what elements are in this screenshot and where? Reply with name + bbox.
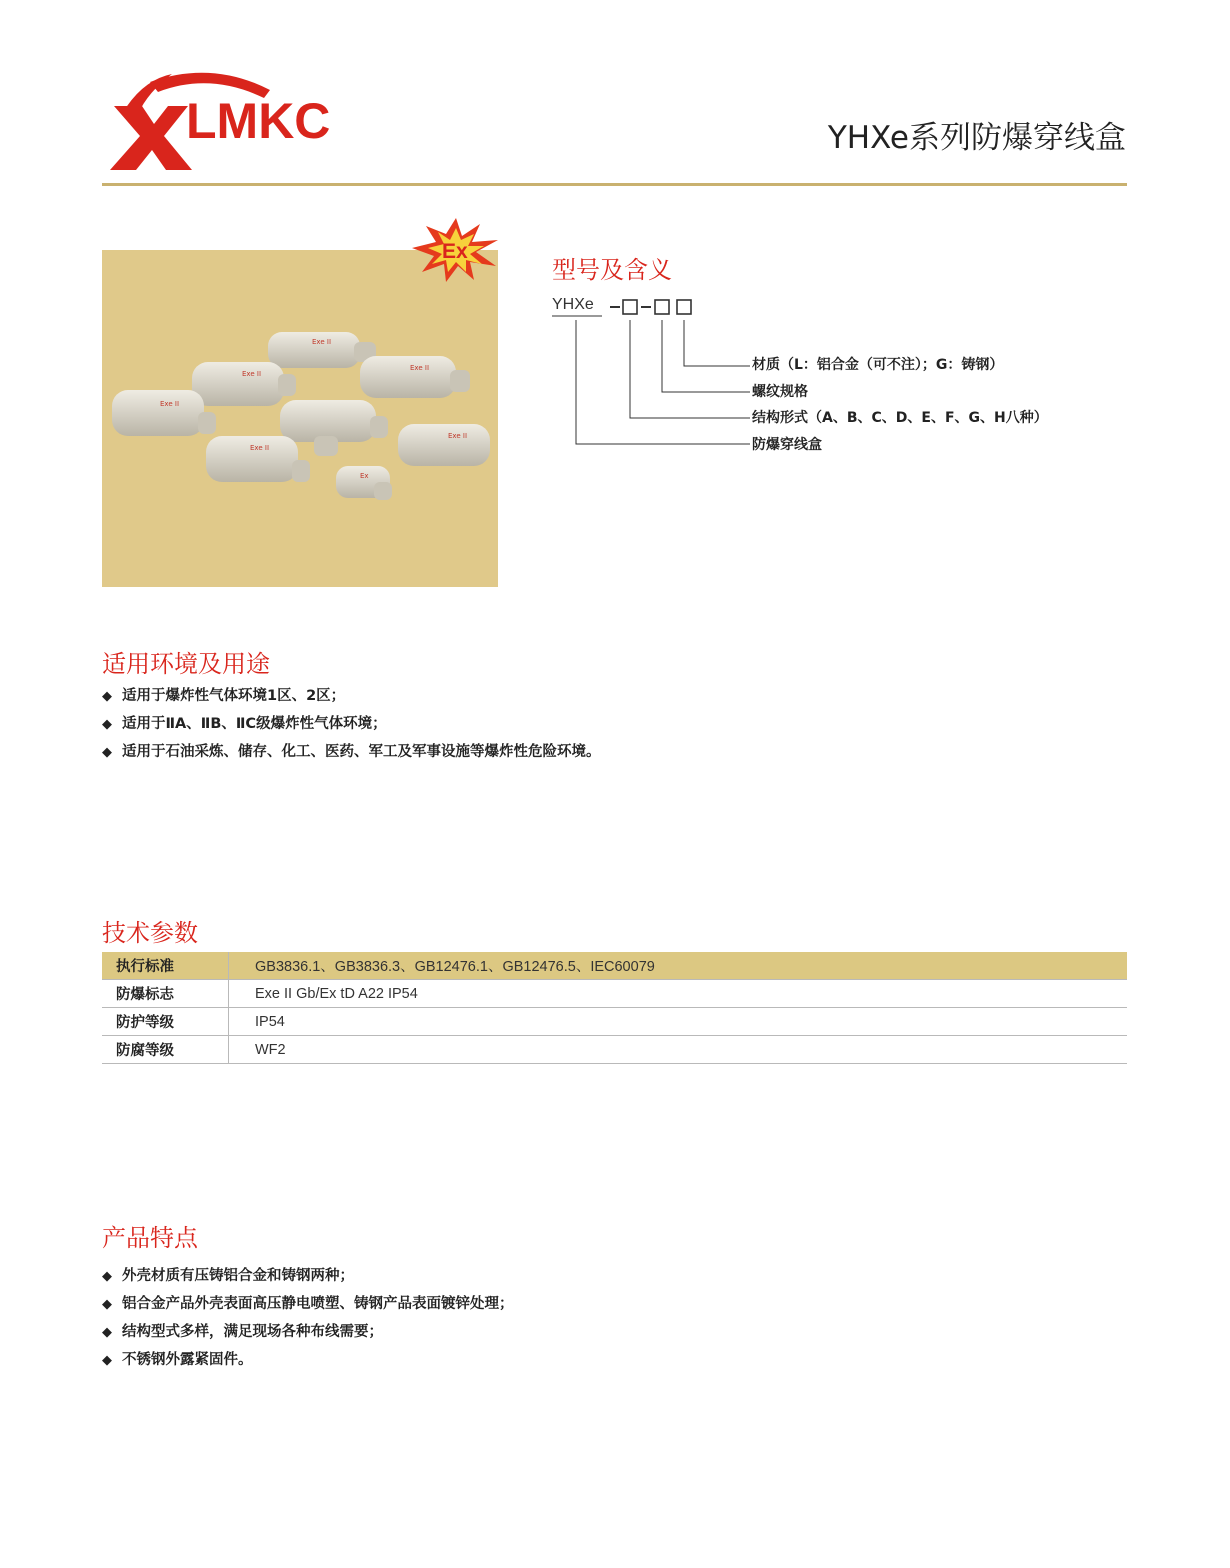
junction-box	[192, 362, 296, 406]
box-label: Exe II	[250, 444, 270, 452]
features-list	[102, 1262, 514, 1374]
box-label: Ex	[360, 472, 369, 480]
list-item: ◆ 不锈钢外露紧固件。	[102, 1346, 514, 1374]
junction-box	[398, 424, 490, 466]
header-divider	[102, 183, 1127, 186]
features-heading: 产品特点	[102, 1224, 198, 1252]
list-item: ◆ 结构型式多样，满足现场各种布线需要；	[102, 1318, 514, 1346]
junction-box	[206, 436, 310, 482]
junction-box	[336, 466, 392, 500]
ex-badge-text: Ex	[442, 240, 468, 263]
box-label: Exe II	[160, 400, 180, 408]
ex-badge-icon	[412, 218, 500, 282]
model-code: YHXe	[552, 296, 594, 313]
list-item: ◆ 适用于石油采炼、储存、化工、医药、军工及军事设施等爆炸性危险环境。	[102, 738, 601, 766]
brand-logo	[102, 62, 332, 172]
list-item: ◆ 适用于爆炸性气体环境1区、2区；	[102, 682, 601, 710]
legend-material: 材质（L：铝合金（可不注）；G：铸钢）	[752, 357, 1004, 373]
legend-structure: 结构形式（A、B、C、D、E、F、G、H八种）	[752, 410, 1048, 426]
spec-value: IP54	[229, 1008, 1128, 1036]
spec-value: WF2	[229, 1036, 1128, 1064]
usage-list	[102, 682, 601, 766]
legend-product: 防爆穿线盒	[752, 437, 822, 453]
box-label: Exe II	[448, 432, 468, 440]
box-label: Exe II	[410, 364, 430, 372]
diamond-bullet-icon: ◆	[102, 689, 112, 704]
table-row	[102, 1008, 1127, 1036]
diamond-bullet-icon: ◆	[102, 1353, 112, 1368]
specs-heading: 技术参数	[102, 919, 198, 947]
list-item: ◆ 外壳材质有压铸铝合金和铸钢两种；	[102, 1262, 514, 1290]
diamond-bullet-icon: ◆	[102, 1297, 112, 1312]
box-label: Exe II	[242, 370, 262, 378]
spec-key: 防腐等级	[102, 1036, 229, 1064]
usage-heading: 适用环境及用途	[102, 650, 270, 678]
model-diagram	[552, 290, 1112, 460]
product-photo	[102, 250, 498, 587]
table-row	[102, 952, 1127, 980]
list-item: ◆ 铝合金产品外壳表面高压静电喷塑、铸钢产品表面镀锌处理；	[102, 1290, 514, 1318]
spec-value: Exe II Gb/Ex tD A22 IP54	[229, 980, 1128, 1008]
document-title: YHXe系列防爆穿线盒	[827, 120, 1126, 156]
junction-box	[360, 356, 470, 398]
table-row	[102, 1036, 1127, 1064]
junction-box	[112, 390, 216, 436]
model-heading: 型号及含义	[552, 256, 672, 284]
diamond-bullet-icon: ◆	[102, 1325, 112, 1340]
legend-thread: 螺纹规格	[752, 384, 808, 400]
table-row	[102, 980, 1127, 1008]
list-item: ◆ 适用于ⅡA、ⅡB、ⅡC级爆炸性气体环境；	[102, 710, 601, 738]
junction-box	[268, 332, 376, 368]
spec-table	[102, 952, 1127, 1064]
spec-key: 执行标准	[102, 952, 229, 980]
diamond-bullet-icon: ◆	[102, 717, 112, 732]
diamond-bullet-icon: ◆	[102, 1269, 112, 1284]
spec-key: 防护等级	[102, 1008, 229, 1036]
spec-value: GB3836.1、GB3836.3、GB12476.1、GB12476.5、IEC60079	[229, 952, 1128, 980]
spec-key: 防爆标志	[102, 980, 229, 1008]
diamond-bullet-icon: ◆	[102, 745, 112, 760]
box-label: Exe II	[312, 338, 332, 346]
svg-text:LMKC: LMKC	[186, 93, 331, 149]
